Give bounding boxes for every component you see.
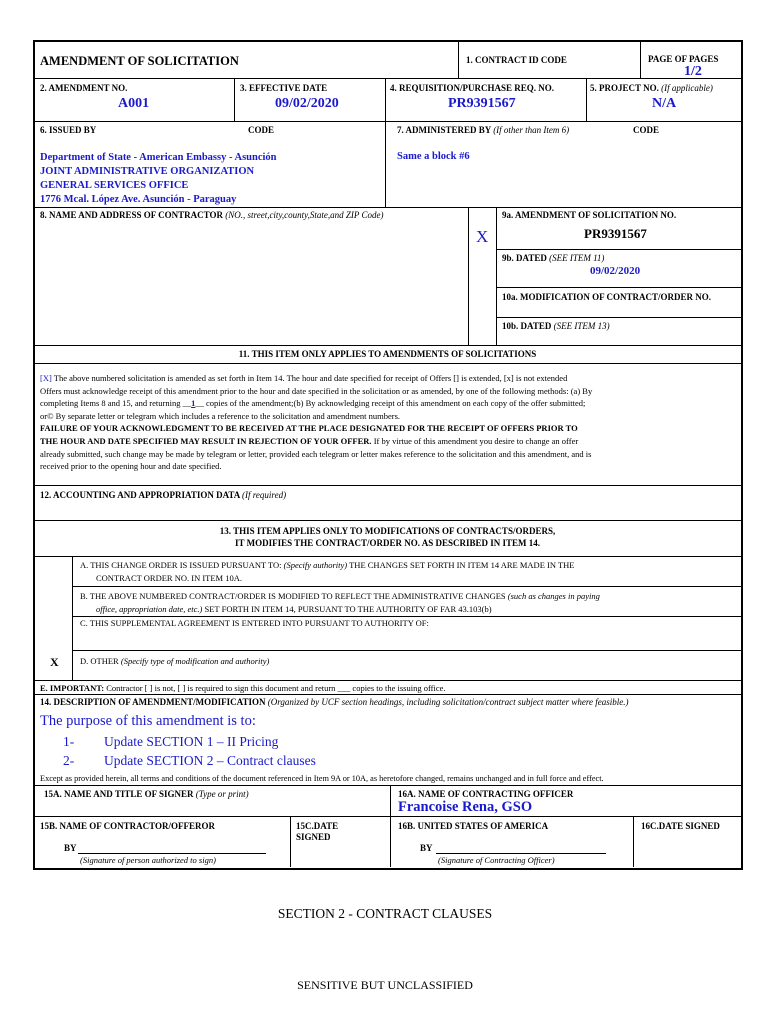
issued-by-line: GENERAL SERVICES OFFICE (40, 180, 189, 191)
item12-label-text: 12. ACCOUNTING AND APPROPRIATION DATA (40, 490, 240, 500)
administered-by-code-label: CODE (633, 125, 660, 135)
item16a-label: 16A. NAME OF CONTRACTING OFFICER (398, 789, 574, 799)
requisition-value: PR9391567 (448, 96, 516, 111)
item14-label-text: 14. DESCRIPTION OF AMENDMENT/MODIFICATION (40, 697, 266, 707)
administered-by-label (397, 125, 569, 135)
item15c-label (296, 821, 338, 843)
item13d-note: (Specify type of modification and authority) (120, 656, 270, 666)
contractor-note: (NO., street,city,county,State,and ZIP Code) (225, 210, 384, 220)
item16a-value: Francoise Rena, GSO (398, 799, 533, 815)
item13d-mark: X (50, 655, 59, 669)
item12-label (40, 490, 286, 500)
item10b-note: (SEE ITEM 13) (553, 321, 610, 331)
item15c-line: 15C.DATE (296, 821, 339, 831)
except-text: Except as provided herein, all terms and conditions of the document referenced in Item 9A or 10A, as heretofore changed, remains unchanged and in full force and effect. (40, 774, 604, 783)
item9b-note: (SEE ITEM 11) (549, 253, 605, 263)
rule (496, 207, 497, 346)
amendment-no-label: 2. AMENDMENT NO. (40, 83, 128, 93)
contractor-signature-line[interactable] (78, 853, 266, 854)
item13a-text: THE CHANGES SET FORTH IN ITEM 14 ARE MADE IN THE (347, 560, 575, 570)
item11-body (40, 372, 740, 473)
item11-line: already submitted, such change may be made by telegram or letter, provided each telegram or letter makes reference to the solicitation and this amendment, and is (40, 448, 592, 459)
rule (496, 287, 741, 288)
administered-by-value: Same a block #6 (397, 151, 470, 162)
item-e-label: E. IMPORTANT: (40, 683, 105, 693)
item9b-label-text: 9b. DATED (502, 253, 547, 263)
purpose-item-text: Update SECTION 1 – II Pricing (104, 734, 279, 749)
item13b (80, 590, 600, 616)
rule (496, 317, 741, 318)
contractor-signature-note: (Signature of person authorized to sign) (80, 855, 216, 865)
issued-by-line: 1776 Mcal. López Ave. Asunción - Paraguay (40, 194, 237, 205)
purpose-item-text: Update SECTION 2 – Contract clauses (104, 753, 316, 768)
purpose-item-num: 1- (63, 734, 75, 749)
project-no-value: N/A (652, 96, 677, 111)
project-no-label (590, 83, 713, 93)
item14-label (40, 697, 629, 707)
item13-header-line: IT MODIFIES THE CONTRACT/ORDER NO. AS DESCRIBED IN ITEM 14. (235, 538, 540, 548)
item9a-value: PR9391567 (584, 226, 647, 241)
page-of-pages-label: PAGE OF PAGES (648, 54, 719, 64)
rule (633, 816, 634, 867)
item10b-label (502, 321, 610, 331)
item13b-line (80, 603, 600, 616)
item11-line: FAILURE OF YOUR ACKNOWLEDGMENT TO BE RECEIVED AT THE PLACE DESIGNATED FOR THE RECEIPT OF OFFERS PRIOR TO (40, 423, 578, 434)
item16c-label: 16C.DATE SIGNED (641, 821, 720, 831)
item-e (40, 682, 446, 695)
footer-classification: SENSITIVE BUT UNCLASSIFIED (297, 978, 473, 992)
item13b-note: (such as changes in paying (507, 591, 600, 601)
rule (385, 78, 386, 122)
rule (640, 41, 641, 79)
item15a-label (44, 789, 249, 799)
rule (34, 121, 741, 122)
item13b-line (80, 590, 600, 603)
item13a-line: CONTRACT ORDER NO. IN ITEM 10A. (96, 573, 242, 583)
rule (34, 785, 741, 786)
item15c-line: SIGNED (296, 832, 331, 842)
rule (586, 78, 587, 122)
rule (34, 485, 741, 486)
project-no-label-text: 5. PROJECT NO. (590, 83, 659, 93)
effective-date-value: 09/02/2020 (275, 96, 339, 111)
rule (34, 363, 741, 364)
rule (385, 121, 386, 208)
item11-text: If by virtue of this amendment you desire to change an offer (371, 435, 579, 446)
item11-line: or© By separate letter or telegram which includes a reference to the solicitation and amendment numbers. (40, 410, 401, 421)
issued-by-line: Department of State - American Embassy - Asunción (40, 152, 277, 163)
item13a (80, 559, 574, 585)
item9b-label (502, 253, 604, 263)
item15a-label-text: 15A. NAME AND TITLE OF SIGNER (44, 789, 194, 799)
item13a-note: (Specify authority) (283, 560, 348, 570)
rule (34, 556, 741, 557)
issued-by-label: 6. ISSUED BY (40, 125, 97, 135)
item11-line (40, 435, 740, 448)
item-e-text: Contractor [ ] is not, [ ] is required to sign this document and return ___ copies to the issuing office. (104, 683, 446, 693)
page-of-pages-value: 1/2 (684, 64, 702, 79)
item11-line (40, 397, 740, 410)
amendment-check-mark: X (476, 227, 489, 246)
purpose-heading: The purpose of this amendment is to: (40, 713, 256, 729)
form-title: AMENDMENT OF SOLICITATION (40, 54, 239, 68)
item13a-text: A. THIS CHANGE ORDER IS ISSUED PURSUANT TO: (80, 560, 284, 570)
rule (496, 249, 741, 250)
administered-by-label-text: 7. ADMINISTERED BY (397, 125, 491, 135)
rule (390, 785, 391, 867)
amendment-no-value: A001 (118, 96, 150, 111)
officer-signature-note: (Signature of Contracting Officer) (438, 855, 555, 865)
contractor-label (40, 210, 384, 220)
item16b-label: 16B. UNITED STATES OF AMERICA (398, 821, 549, 831)
rule (34, 680, 741, 681)
item13-header-line: 13. THIS ITEM APPLIES ONLY TO MODIFICATIONS OF CONTRACTS/ORDERS, (219, 526, 556, 536)
issued-by-line: JOINT ADMINISTRATIVE ORGANIZATION (40, 166, 255, 177)
issued-by-code-label: CODE (248, 125, 275, 135)
administered-by-note: (If other than Item 6) (493, 125, 570, 135)
item11-text: THE HOUR AND DATE SPECIFIED MAY RESULT IN REJECTION OF YOUR OFFER. (40, 435, 372, 446)
rule (34, 78, 741, 79)
officer-signature-line[interactable] (436, 853, 606, 854)
project-no-note: (If applicable) (661, 83, 713, 93)
item11-header: 11. THIS ITEM ONLY APPLIES TO AMENDMENTS OF SOLICITATIONS (238, 349, 537, 359)
contractor-label-text: 8. NAME AND ADDRESS OF CONTRACTOR (40, 210, 224, 220)
item13a-line (80, 559, 574, 572)
item10a-label: 10a. MODIFICATION OF CONTRACT/ORDER NO. (502, 292, 712, 302)
rule (72, 586, 741, 587)
rule (34, 520, 741, 521)
rule (72, 556, 73, 681)
item9b-value: 09/02/2020 (590, 265, 641, 277)
contract-id-label: 1. CONTRACT ID CODE (466, 55, 567, 65)
rule (290, 816, 291, 867)
item14-note: (Organized by UCF section headings, including solicitation/contract subject matter where feasible.) (267, 697, 629, 707)
item13b-text: B. THE ABOVE NUMBERED CONTRACT/ORDER IS MODIFIED TO REFLECT THE ADMINISTRATIVE CHANGES (80, 591, 508, 601)
item11-text: The above numbered solicitation is amended as set forth in Item 14. The hour and date specified for receipt of Offers [] is extended, [x] is not extended (51, 373, 568, 383)
purpose-item-num: 2- (63, 753, 75, 768)
item13d-text: D. OTHER (80, 656, 121, 666)
item11-copies: 1 (191, 398, 196, 409)
item15b-label: 15B. NAME OF CONTRACTOR/OFFEROR (40, 821, 216, 831)
item13-header (34, 525, 741, 549)
contractor-by-label: BY (64, 843, 77, 853)
item13d (80, 655, 269, 668)
item13b-note: office, appropriation date, etc.) (96, 604, 203, 614)
item11-mark: [X] (40, 373, 52, 383)
requisition-label: 4. REQUISITION/PURCHASE REQ. NO. (390, 83, 555, 93)
rule (458, 41, 459, 79)
item11-line: Offers must acknowledge receipt of this amendment prior to the hour and date specified in the solicitation or as amended, by one of the following methods: (a) By (40, 385, 593, 396)
item13b-text: SET FORTH IN ITEM 14, PURSUANT TO THE AUTHORITY OF FAR 43.103(b) (202, 604, 492, 614)
rule (72, 650, 741, 651)
item15a-note: (Type or print) (195, 789, 249, 799)
item10b-label-text: 10b. DATED (502, 321, 552, 331)
item11-text: __ copies of the amendment;(b) By acknowledging receipt of this amendment on each copy of the offer submitted; (195, 398, 586, 409)
rule (34, 816, 741, 817)
effective-date-label: 3. EFFECTIVE DATE (240, 83, 328, 93)
officer-by-label: BY (420, 843, 433, 853)
item13c: C. THIS SUPPLEMENTAL AGREEMENT IS ENTERED INTO PURSUANT TO AUTHORITY OF: (80, 618, 429, 628)
issued-by-address (40, 151, 277, 207)
item11-line (40, 372, 740, 385)
item11-line: received prior to the opening hour and date specified. (40, 461, 222, 472)
item12-note: (If required) (242, 490, 287, 500)
item9a-label: 9a. AMENDMENT OF SOLICITATION NO. (502, 210, 677, 220)
rule (468, 207, 469, 346)
section-title: SECTION 2 - CONTRACT CLAUSES (277, 906, 493, 921)
rule (34, 207, 741, 208)
rule (234, 78, 235, 122)
item11-text: completing Items 8 and 15, and returning __ (40, 398, 192, 409)
rule (34, 345, 741, 346)
